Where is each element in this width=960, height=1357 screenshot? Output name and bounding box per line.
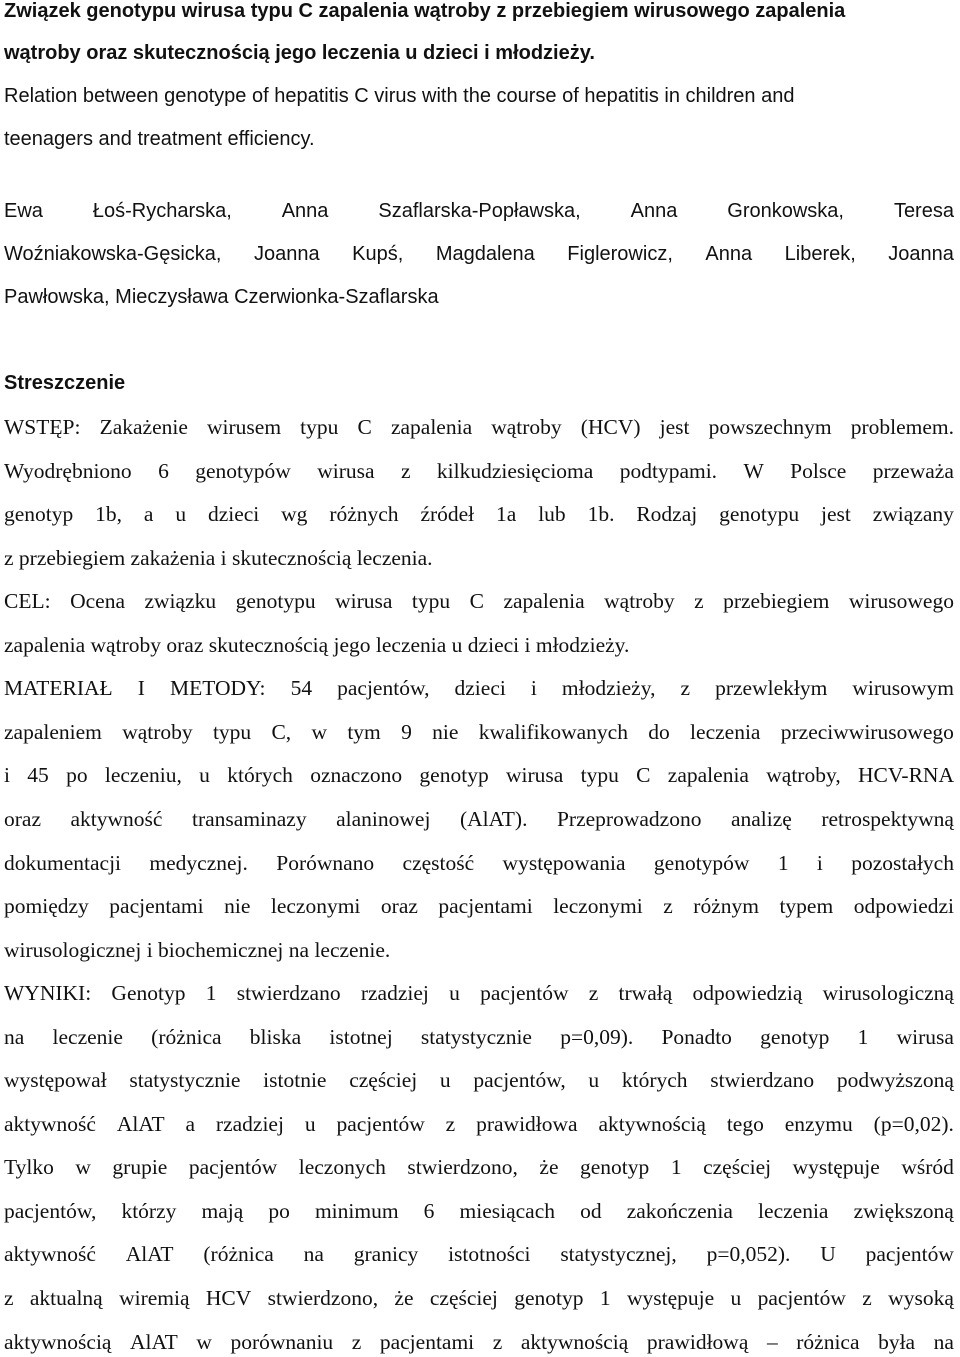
word: pacjentów	[188, 1155, 278, 1180]
word: na	[4, 1024, 25, 1049]
word: zapalenia	[503, 589, 585, 614]
word: p=0,09).	[560, 1024, 634, 1049]
word: związany	[872, 502, 954, 527]
word: genotypu	[719, 502, 800, 527]
word: wątroby,	[766, 763, 841, 788]
word: minimum	[314, 1198, 399, 1223]
word: WSTĘP:	[4, 415, 81, 439]
wstep-paragraph-line	[4, 456, 954, 486]
wyniki-paragraph-line	[4, 1152, 954, 1182]
wyniki-paragraph-line	[4, 1327, 954, 1357]
author-word: Łoś-Rycharska,	[92, 200, 232, 222]
word: pacjentami	[379, 1329, 475, 1354]
word: leczonych	[298, 1155, 386, 1180]
word: stwierdzono,	[407, 1155, 518, 1180]
word: istotnej	[329, 1024, 393, 1049]
word: alaninowej	[336, 806, 431, 831]
metody-paragraph-line	[4, 891, 954, 921]
word: różnych	[329, 502, 399, 527]
word: wiremią	[119, 1286, 190, 1310]
author-word: Woźniakowska-Gęsicka,	[4, 243, 222, 265]
word: różnym	[693, 894, 759, 919]
word: po	[66, 763, 88, 788]
word: zapalenia	[390, 415, 473, 439]
word: rzadziej	[360, 981, 429, 1006]
word: z	[588, 981, 599, 1006]
word: częściej	[429, 1286, 498, 1310]
word: których	[621, 1068, 688, 1093]
word: stwierdzano	[236, 981, 341, 1006]
word: p=0,052).	[706, 1242, 791, 1267]
word: występuje	[626, 1286, 715, 1310]
word: wirusowym	[852, 676, 954, 701]
word: granicy	[353, 1242, 419, 1267]
word: którzy	[121, 1198, 177, 1223]
word: dzieci	[207, 502, 260, 527]
word: wątroby	[122, 719, 193, 744]
word: stwierdzono,	[267, 1286, 379, 1310]
word: retrospektywną	[821, 806, 954, 831]
word: zakończenia	[626, 1198, 733, 1223]
word: pacjentów,	[4, 1198, 97, 1223]
metody-paragraph-line	[4, 848, 954, 878]
word: pacjentów	[336, 1111, 425, 1136]
word: pacjentów,	[473, 1068, 566, 1093]
word: u	[199, 763, 210, 788]
word: dokumentacji	[4, 850, 122, 875]
wstep-paragraph-line: z przebiegiem zakażenia i skutecznością leczenia.	[4, 545, 433, 570]
word: zapaleniem	[4, 719, 102, 744]
word: Zakażenie	[99, 415, 188, 439]
word: aktywnością	[598, 1111, 706, 1136]
word: wysoką	[888, 1286, 954, 1310]
word: z	[351, 1329, 362, 1354]
word: (AlAT).	[459, 806, 528, 831]
word: 1	[777, 850, 789, 875]
author-word: Anna	[705, 243, 753, 265]
word: miesiącach	[459, 1198, 556, 1223]
word: medycznej.	[149, 850, 248, 875]
word: i	[816, 850, 823, 875]
word: źródeł	[420, 502, 475, 527]
word: wirusa	[506, 763, 564, 788]
metody-paragraph-line	[4, 717, 954, 747]
word: wg	[281, 502, 308, 527]
word: C,	[271, 719, 292, 744]
author-word: Anna	[281, 200, 329, 222]
word: przeważa	[872, 458, 954, 483]
word: młodzieży,	[561, 676, 656, 701]
word: genotyp	[419, 763, 489, 788]
word: pacjentami	[438, 894, 533, 919]
word: z	[4, 1286, 14, 1310]
word: genotyp	[4, 502, 74, 527]
word: występowania	[502, 850, 626, 875]
word: u	[588, 1068, 600, 1093]
word: do	[648, 719, 670, 744]
word: C	[636, 763, 651, 788]
word: Rodzaj	[636, 502, 698, 527]
word: z	[400, 458, 411, 483]
word: genotyp	[760, 1024, 830, 1049]
word: 1	[857, 1024, 869, 1049]
wstep-paragraph-line	[4, 412, 954, 442]
authors-line-2	[4, 239, 954, 269]
word: statystycznie	[129, 1068, 241, 1093]
word: częściej	[349, 1068, 418, 1093]
word: Genotyp	[111, 981, 186, 1006]
word: nie	[432, 719, 459, 744]
word: I	[137, 676, 145, 701]
word: zwiększoną	[853, 1198, 954, 1223]
word: mają	[201, 1198, 244, 1223]
word: porównaniu	[230, 1329, 334, 1354]
word: prawidłową	[646, 1329, 749, 1354]
metody-paragraph-line	[4, 760, 954, 790]
word: związku	[144, 589, 217, 614]
word: leczeniu,	[104, 763, 182, 788]
metody-paragraph-line: wirusologicznej i biochemicznej na leczenie.	[4, 937, 391, 962]
word: pacjentów	[757, 1286, 846, 1310]
word: kilkudziesięcioma	[436, 458, 594, 483]
word: problemem.	[850, 415, 954, 439]
word: leczenia	[690, 719, 761, 744]
word: leczenia	[758, 1198, 829, 1223]
word: oraz	[380, 894, 418, 919]
word: typu	[580, 763, 619, 788]
word: wirusa	[896, 1024, 954, 1049]
word: WYNIKI:	[4, 981, 92, 1006]
word: była	[878, 1329, 916, 1354]
author-word: Magdalena	[435, 243, 535, 265]
word: Wyodrębniono	[4, 458, 132, 483]
word: istotnie	[263, 1068, 327, 1093]
word: leczenie	[52, 1024, 123, 1049]
word: 1	[205, 981, 217, 1006]
word: Porównano	[276, 850, 375, 875]
word: 1b,	[95, 502, 123, 527]
word: 6	[158, 458, 169, 483]
title-polish-line-1: Związek genotypu wirusa typu C zapalenia wątroby z przebiegiem wirusowego zapalenia	[4, 0, 846, 22]
wyniki-paragraph-line	[4, 1239, 954, 1269]
author-word: Szaflarska-Popławska,	[378, 200, 581, 222]
word: METODY:	[169, 676, 266, 701]
author-word: Gronkowska,	[727, 200, 844, 222]
word: wirusologiczną	[822, 981, 954, 1006]
word: częściej	[703, 1155, 772, 1180]
author-word: Liberek,	[784, 243, 856, 265]
word: leczonymi	[553, 894, 643, 919]
word: 9	[401, 719, 412, 744]
word: oraz	[4, 806, 41, 831]
author-word: Anna	[630, 200, 678, 222]
word: jest	[659, 415, 690, 439]
word: typu	[300, 415, 339, 439]
word: u	[304, 1111, 316, 1136]
word: leczonymi	[270, 894, 361, 919]
word: Ocena	[70, 589, 125, 614]
word: wątroby	[491, 415, 562, 439]
word: w	[311, 719, 328, 744]
word: typu	[212, 719, 252, 744]
word: U	[820, 1242, 836, 1267]
word: (różnica	[151, 1024, 222, 1049]
word: istotności	[448, 1242, 531, 1267]
word: –	[766, 1329, 778, 1354]
word: z	[445, 1111, 456, 1136]
word: że	[539, 1155, 559, 1180]
word: analizę	[730, 806, 792, 831]
word: genotypu	[235, 589, 316, 614]
word: różnica	[796, 1329, 860, 1354]
authors-line-1	[4, 196, 954, 226]
word: wśród	[901, 1155, 954, 1180]
word: i	[4, 763, 10, 788]
cel-paragraph-line	[4, 586, 954, 616]
word: C	[469, 589, 484, 614]
word: podwyższoną	[836, 1068, 954, 1093]
word: z	[492, 1329, 503, 1354]
word: u	[175, 502, 187, 527]
word: genotyp	[580, 1155, 650, 1180]
word: grupie	[112, 1155, 168, 1180]
word: pacjentów,	[337, 676, 430, 701]
word: 6	[423, 1198, 435, 1223]
word: statystycznej,	[560, 1242, 677, 1267]
word: pozostałych	[851, 850, 954, 875]
word: częstość	[402, 850, 475, 875]
word: (różnica	[203, 1242, 274, 1267]
word: tym	[347, 719, 381, 744]
word: prawidłowa	[476, 1111, 578, 1136]
word: aktualną	[29, 1286, 103, 1310]
word: wirusem	[207, 415, 282, 439]
title-polish-line-2: wątroby oraz skutecznością jego leczenia u dzieci i młodzieży.	[4, 42, 595, 64]
word: 1	[599, 1286, 611, 1310]
word: genotyp	[514, 1286, 584, 1310]
word: oznaczono	[310, 763, 403, 788]
word: z	[663, 894, 673, 919]
word: C	[357, 415, 372, 439]
word: występował	[4, 1068, 107, 1093]
author-word: Joanna	[888, 243, 954, 265]
word: aktywność	[70, 806, 163, 831]
word: genotypów	[195, 458, 291, 483]
word: AlAT	[130, 1329, 178, 1354]
word: typem	[779, 894, 834, 919]
word: po	[268, 1198, 290, 1223]
word: jest	[821, 502, 851, 527]
word: enzymu	[784, 1111, 853, 1136]
word: od	[580, 1198, 602, 1223]
word: w	[75, 1155, 91, 1180]
word: tego	[726, 1111, 764, 1136]
word: statystycznie	[420, 1024, 532, 1049]
word: 1	[670, 1155, 682, 1180]
abstract-heading: Streszczenie	[4, 372, 126, 394]
wyniki-paragraph-line	[4, 1109, 954, 1139]
word: u	[730, 1286, 742, 1310]
word: na	[933, 1329, 954, 1354]
word: typu	[411, 589, 451, 614]
word: zapalenia	[667, 763, 749, 788]
metody-paragraph-line	[4, 673, 954, 703]
word: (HCV)	[580, 415, 641, 439]
wyniki-paragraph-line	[4, 1196, 954, 1226]
author-word: Ewa	[4, 200, 43, 222]
title-english-line-2: teenagers and treatment efficiency.	[4, 128, 315, 150]
word: wirusowego	[848, 589, 954, 614]
author-word: Joanna	[254, 243, 320, 265]
authors-line-3: Pawłowska, Mieczysława Czerwionka-Szaflarska	[4, 286, 439, 308]
metody-paragraph-line	[4, 804, 954, 834]
word: wirusa	[335, 589, 393, 614]
word: a	[185, 1111, 196, 1136]
word: transaminazy	[191, 806, 307, 831]
wyniki-paragraph-line	[4, 978, 954, 1008]
word: bliska	[249, 1024, 302, 1049]
word: u	[449, 981, 460, 1006]
wyniki-paragraph-line	[4, 1022, 954, 1052]
word: przewlekłym	[715, 676, 828, 701]
word: stwierdzano	[710, 1068, 815, 1093]
word: których	[227, 763, 293, 788]
word: i	[530, 676, 537, 701]
word: wirusa	[317, 458, 375, 483]
word: lub	[538, 502, 566, 527]
word: że	[394, 1286, 414, 1310]
wstep-paragraph-line	[4, 499, 954, 529]
word: Ponadto	[661, 1024, 732, 1049]
word: u	[439, 1068, 451, 1093]
word: aktywność	[4, 1242, 96, 1267]
word: 45	[27, 763, 49, 788]
word: 1a	[496, 502, 517, 527]
word: podtypami.	[619, 458, 718, 483]
word: rzadziej	[215, 1111, 284, 1136]
word: genotypów	[653, 850, 750, 875]
wyniki-paragraph-line	[4, 1065, 954, 1095]
word: z	[862, 1286, 872, 1310]
word: pacjentów	[480, 981, 569, 1006]
word: MATERIAŁ	[4, 676, 113, 701]
word: aktywnością	[520, 1329, 629, 1354]
word: w	[196, 1329, 212, 1354]
word: HCV-RNA	[858, 763, 954, 788]
word: odpowiedzi	[853, 894, 954, 919]
title-english-line-1: Relation between genotype of hepatitis C virus with the course of hepatitis in children and	[4, 85, 795, 107]
cel-paragraph-line: zapalenia wątroby oraz skutecznością jego leczenia u dzieci i młodzieży.	[4, 632, 630, 657]
word: pacjentów	[865, 1242, 954, 1267]
word: a	[143, 502, 154, 527]
author-word: Kupś,	[352, 243, 404, 265]
word: Polsce	[790, 458, 847, 483]
word: nie	[224, 894, 251, 919]
word: przebiegiem	[723, 589, 830, 614]
author-word: Teresa	[893, 200, 954, 222]
word: powszechnym	[708, 415, 832, 439]
word: dzieci	[454, 676, 506, 701]
author-word: Figlerowicz,	[567, 243, 673, 265]
word: z	[680, 676, 691, 701]
word: aktywność	[4, 1111, 96, 1136]
word: CEL:	[4, 589, 51, 614]
word: przeciwwirusowego	[780, 719, 954, 744]
word: W	[743, 458, 764, 483]
wyniki-paragraph-line	[4, 1283, 954, 1313]
word: wątroby	[604, 589, 675, 614]
word: AlAT	[125, 1242, 174, 1267]
word: AlAT	[116, 1111, 165, 1136]
word: Przeprowadzono	[556, 806, 702, 831]
word: HCV	[205, 1286, 252, 1310]
word: występuje	[792, 1155, 880, 1180]
word: pacjentami	[109, 894, 204, 919]
word: trwałą	[618, 981, 673, 1006]
word: aktywnością	[4, 1329, 112, 1354]
word: na	[303, 1242, 324, 1267]
word: 54	[290, 676, 313, 701]
word: (p=0,02).	[873, 1111, 954, 1136]
word: Tylko	[4, 1155, 54, 1180]
word: z	[694, 589, 704, 614]
word: 1b.	[587, 502, 615, 527]
word: kwalifikowanych	[478, 719, 628, 744]
word: pomiędzy	[4, 894, 89, 919]
word: odpowiedzią	[692, 981, 803, 1006]
